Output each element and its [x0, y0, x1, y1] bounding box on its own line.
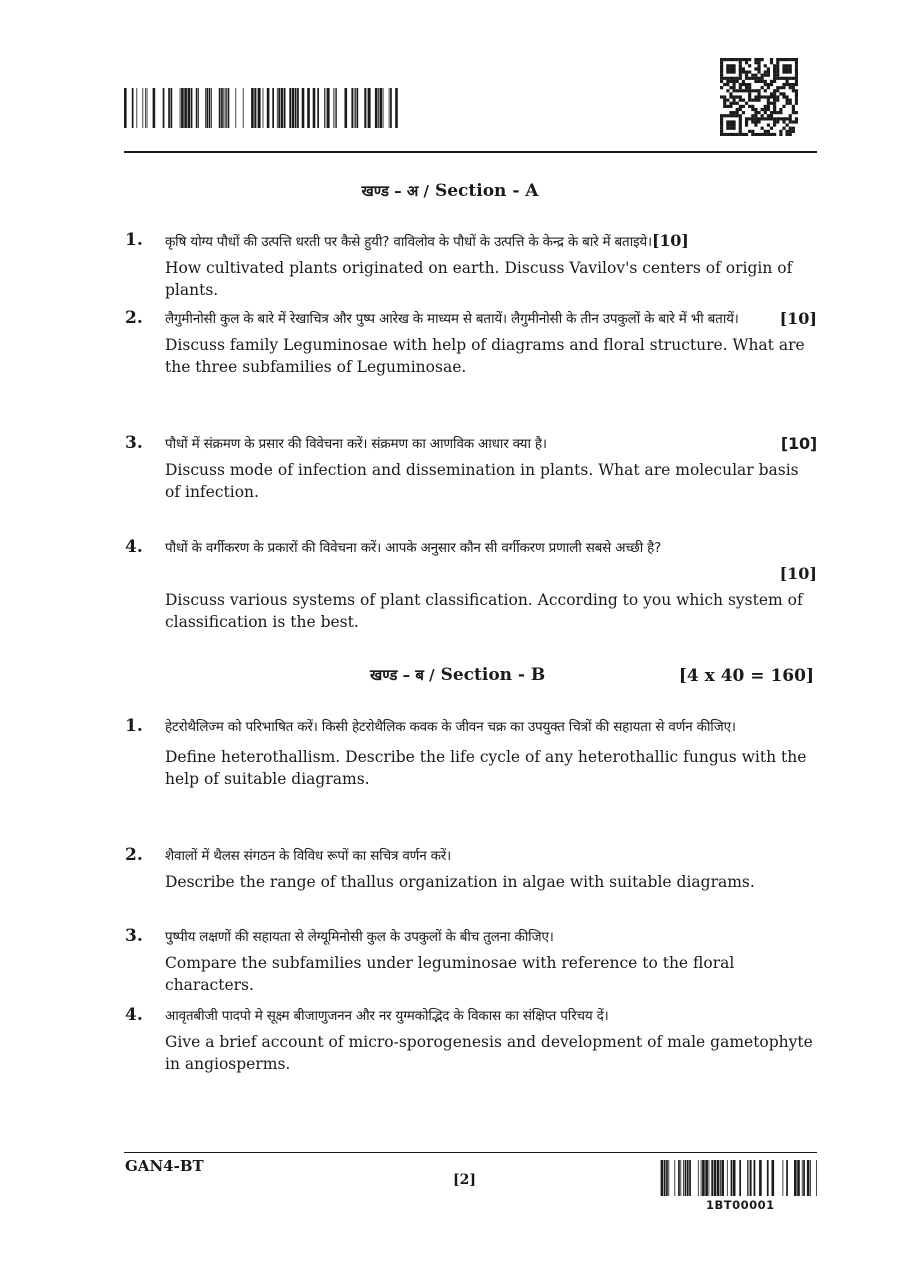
section-a-question-1	[125, 230, 817, 301]
section-a-heading-en: Section - A	[434, 181, 539, 201]
question-text-hi: हेटरोथैलिज्म को परिभाषित करें। किसी हेटरोथैलिक कवक के जीवन चक्र का उपयुक्त चित्रों की सहायता से वर्णन कीजिए।	[165, 719, 736, 735]
question-text-hi: पौधों के वर्गीकरण के प्रकारों की विवेचना करें। आपके अनुसार कौन सी वर्गीकरण प्रणाली सबसे अच्छी है?	[165, 540, 662, 556]
question-text-en: Discuss various systems of plant classification. According to you which system of classification is the best.	[165, 591, 803, 631]
question-number: 2.	[125, 308, 143, 328]
section-b-question-3	[125, 926, 817, 996]
section-b-marks: [4 x 40 = 160]	[678, 666, 814, 686]
question-number: 4.	[125, 1005, 143, 1025]
paper-code: GAN4-BT	[125, 1157, 204, 1175]
question-marks: [10]	[779, 309, 817, 328]
question-marks: [10]	[651, 231, 689, 250]
question-number: 1.	[125, 230, 143, 250]
question-text-hi: पुष्पीय लक्षणों की सहायता से लेग्यूमिनोसी कुल के उपकुलों के बीच तुलना कीजिए।	[165, 929, 554, 945]
section-a-question-2	[125, 308, 817, 378]
question-number: 4.	[125, 537, 143, 557]
section-b-question-1	[125, 716, 817, 790]
question-text-en: Discuss family Leguminosae with help of diagrams and floral structure. What are the three subfamilies of Leguminosae.	[165, 336, 805, 376]
question-text-hi: पौधों में संक्रमण के प्रसार की विवेचना करें। संक्रमण का आणविक आधार क्या है। [10]	[165, 434, 817, 453]
question-text-en: Give a brief account of micro-sporogenesis and development of male gametophyte in angiosperms.	[165, 1033, 813, 1073]
section-a-heading-hi: खण्ड – अ /	[361, 182, 430, 200]
question-text-en: Compare the subfamilies under leguminosae with reference to the floral characters.	[165, 954, 735, 994]
barcode-icon	[656, 1160, 822, 1196]
question-number: 2.	[125, 845, 143, 865]
footer-divider	[124, 1152, 817, 1153]
question-text-en: Discuss mode of infection and dissemination in plants. What are molecular basis of infection.	[165, 461, 799, 501]
question-text-en: Describe the range of thallus organization in algae with suitable diagrams.	[165, 873, 755, 891]
section-b-heading-en: Section - B	[440, 665, 546, 685]
qr-code-icon	[720, 58, 798, 136]
question-text-hi: शैवालों में थैलस संगठन के विविध रूपों का सचित्र वर्णन करें।	[165, 848, 451, 864]
question-number: 3.	[125, 433, 143, 453]
section-a-question-3	[125, 433, 817, 503]
question-text-hi: कृषि योग्य पौधों की उत्पत्ति धरती पर कैसे हुयी? वाविलोव के पौधों के उत्पत्ति के केन्द्र के बारे में बताइये।[10]	[165, 231, 689, 250]
page-number: [2]	[453, 1172, 476, 1188]
section-a-heading	[0, 181, 900, 201]
section-a-question-4	[125, 537, 817, 633]
barcode-icon	[124, 88, 398, 128]
question-number: 1.	[125, 716, 143, 736]
barcode-number: 1BT00001	[706, 1198, 775, 1212]
question-text-en: Define heterothallism. Describe the life cycle of any heterothallic fungus with the help of suitable diagrams.	[165, 748, 807, 788]
question-number: 3.	[125, 926, 143, 946]
section-b-heading	[370, 665, 545, 685]
question-marks: [10]	[779, 564, 817, 583]
question-text-en: How cultivated plants originated on earth. Discuss Vavilov's centers of origin of plants.	[165, 259, 793, 299]
section-b-question-4	[125, 1005, 817, 1075]
section-b-question-2	[125, 845, 817, 893]
question-text-hi: आवृतबीजी पादपो मे सूक्ष्म बीजाणुजनन और नर युग्मकोद्भिद के विकास का संक्षिप्त परिचय दें।	[165, 1008, 609, 1024]
header-divider	[124, 151, 817, 153]
question-text-hi: लैगुमीनोसी कुल के बारे में रेखाचित्र और पुष्प आरेख के माध्यम से बतायें। लैगुमीनोसी के तीन उपकुलों के बारे में भी बतायें।	[165, 311, 739, 327]
question-marks: [10]	[780, 434, 817, 453]
section-b-heading-hi: खण्ड – ब /	[370, 666, 435, 684]
